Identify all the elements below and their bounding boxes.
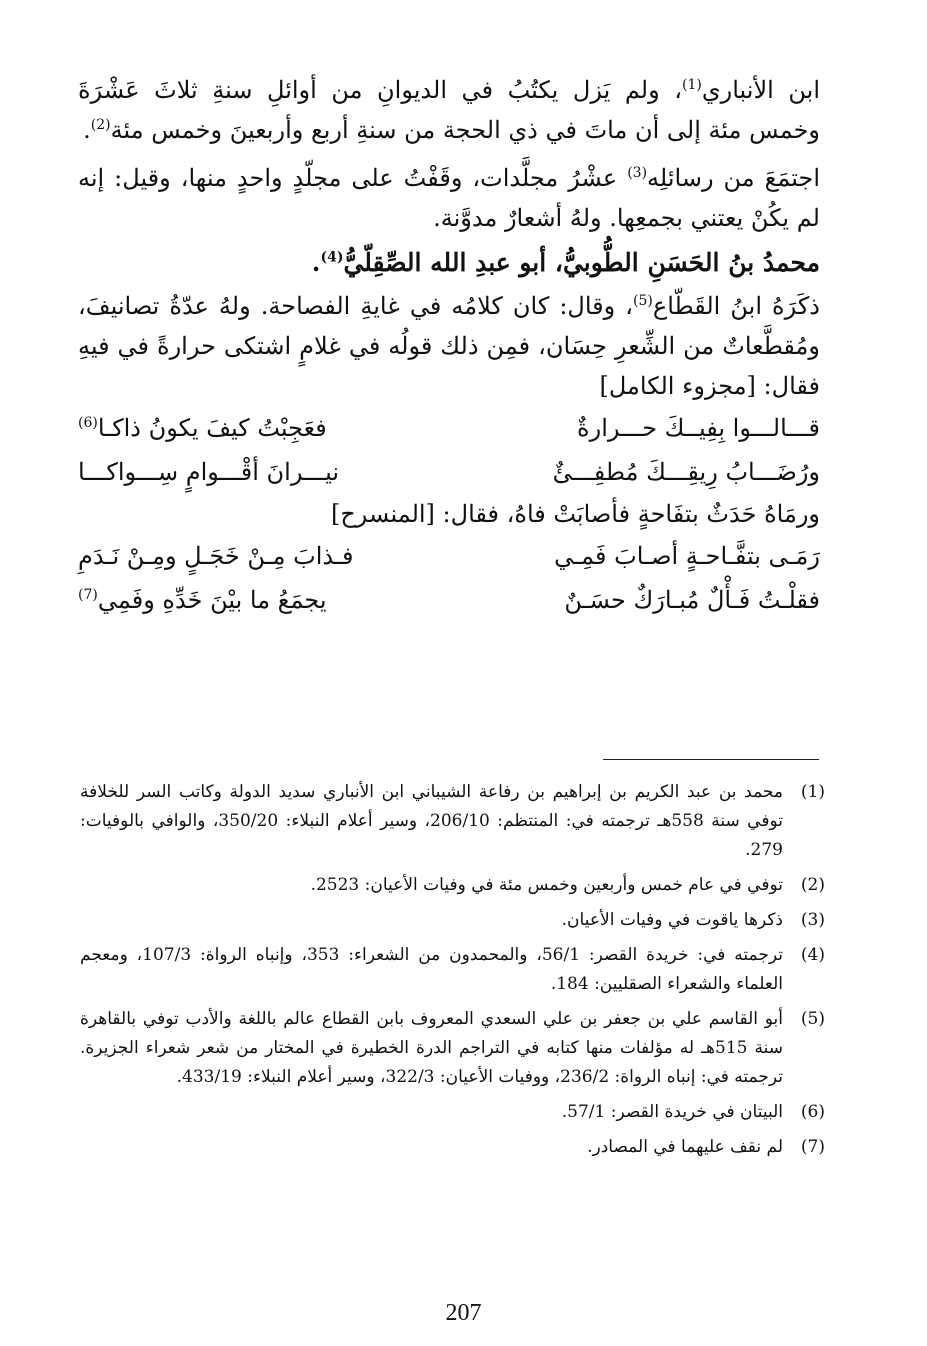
footnote-ref[interactable]: (3) <box>627 165 648 181</box>
text: ذكَرَهُ ابنُ القَطّاع <box>652 292 820 320</box>
verse-line-4 <box>78 578 820 622</box>
footnote-ref[interactable]: (1) <box>682 77 702 93</box>
verse-hemistich: نيـــرانَ أقْـــوامٍ سِـــواكـــا <box>78 458 340 486</box>
main-text <box>78 70 820 622</box>
footnote <box>80 778 825 865</box>
paragraph-1 <box>78 70 820 150</box>
footnote-ref[interactable]: (5) <box>633 293 653 309</box>
verse-hemistich: ورُضَـــابُ رِيقِـــكَ مُطفِـــئٌ <box>552 458 820 486</box>
footnote-ref[interactable]: (6) <box>78 415 98 431</box>
footnote-text: أبو القاسم علي بن جعفر بن علي السعدي المعروف بابن القطاع عالم باللغة والأدب توفي بالقاهرة سنة 515هـ له مؤلفات منها كتابه في التراجم الدرة الخطيرة في المختار من شعر شعراء الجزيرة. ترجمته في: إنباه الرواة: 236/2، ووفيات الأعيان: 322/3، وسير أعلام النبلاء: 433/19. <box>80 1009 783 1087</box>
footnote-ref[interactable]: (2) <box>90 117 111 133</box>
text: . <box>83 116 91 144</box>
text: ، وقال: كان كلامُه في غايةِ الفصاحة. ولهُ عدّةُ تصانيفَ، ومُقطَّعاتٌ من الشِّعرِ حِسَان، فمِن ذلك قولُه في غلامٍ اشتكى حرارةً في فيهِ فقال: [مجزوء الكامل] <box>78 292 820 400</box>
verse-line-3 <box>78 534 820 578</box>
footnote-ref[interactable]: (7) <box>78 587 98 603</box>
footnote-number: (1) <box>800 782 825 802</box>
text: ابن الأنباري <box>701 76 820 104</box>
footnote-number: (2) <box>800 875 825 895</box>
footnote-number: (7) <box>800 1137 825 1157</box>
footnote-ref[interactable]: (4) <box>320 249 344 266</box>
paragraph-3 <box>78 286 820 406</box>
footnote-text: لم نقف عليهما في المصادر. <box>587 1137 783 1157</box>
verse-line-2 <box>78 450 820 494</box>
footnote <box>80 941 825 999</box>
footnote <box>80 871 825 900</box>
footnote-divider <box>603 759 819 760</box>
page-number: 207 <box>445 1300 482 1326</box>
heading-text: محمدُ بنُ الحَسَنِ الطُّوبيُّ، أبو عبدِ الله الصِّقِلّيُّ <box>343 248 820 277</box>
footnote <box>80 1005 825 1092</box>
footnote-number: (4) <box>800 945 825 965</box>
text: اجتمَعَ من رسائلِه <box>647 164 821 192</box>
paragraph-4: ورمَاهُ حَدَثٌ بتفَاحةٍ فأصابَتْ فاهُ، فقال: [المنسرح] <box>330 500 820 528</box>
text: عشْرُ مجلَّدات، وقَفْتُ على مجلّدٍ واحدٍ منها، وقيل: إنه لم يكُنْ يعتني بجمعِها. ولهُ أشعارٌ مدوَّنة. <box>78 164 820 232</box>
verse-hemistich: فقلْـتُ فَـأْلٌ مُبـارَكٌ حسَـنٌ <box>564 586 820 614</box>
verse-hemistich <box>78 406 442 450</box>
verse-hemistich <box>78 578 442 622</box>
footnote <box>80 906 825 935</box>
footnote <box>80 1133 825 1162</box>
footnote-text: البيتان في خريدة القصر: 57/1. <box>561 1102 783 1122</box>
text: ، ولم يَزل يكتُبُ في الديوانِ من أوائلِ سنةِ ثلاثَ عَشْرَةَ وخمس مئة إلى أن ماتَ في ذي الحجة من سنةِ أربع وأربعينَ وخمس مئة <box>78 76 820 144</box>
footnote <box>80 1098 825 1127</box>
verse-hemistich: فـذابَ مِـنْ خَجَـلٍ ومِـنْ نَـدَمِ <box>78 542 354 570</box>
verse-hemistich: قـــالـــوا بِفِيــكَ حـــرارةٌ <box>577 414 820 442</box>
verse-hemistich: رَمَـى بتفَّـاحـةٍ أصـابَ فَمِـي <box>554 542 820 570</box>
footnotes <box>80 778 825 1168</box>
text: يجمَعُ ما بيْنَ خَدِّهِ وفَمِي <box>97 586 327 614</box>
text: فعَجِبْتُ كيفَ يكونُ ذاكـا <box>97 414 327 442</box>
footnote-text: ذكرها ياقوت في وفيات الأعيان. <box>561 910 783 930</box>
footnote-text: توفي في عام خمس وأربعين وخمس مئة في وفيات الأعيان: 2523. <box>310 875 783 895</box>
footnote-number: (5) <box>800 1009 825 1029</box>
entry-heading <box>78 242 820 284</box>
footnote-number: (3) <box>800 910 825 930</box>
footnote-text: محمد بن عبد الكريم بن إبراهيم بن رفاعة الشيباني ابن الأنباري سديد الدولة وكاتب السر للخلافة توفي سنة 558هـ ترجمته في: المنتظم: 206/10، وسير أعلام النبلاء: 350/20، والوافي بالوفيات: 279. <box>80 782 783 860</box>
paragraph-2 <box>78 158 820 238</box>
verse-line-1 <box>78 406 820 450</box>
footnote-number: (6) <box>800 1102 825 1122</box>
footnote-text: ترجمته في: خريدة القصر: 56/1، والمحمدون من الشعراء: 353، وإنباه الرواة: 107/3، ومعجم العلماء والشعراء الصقليين: 184. <box>80 945 783 994</box>
text: . <box>311 248 321 277</box>
